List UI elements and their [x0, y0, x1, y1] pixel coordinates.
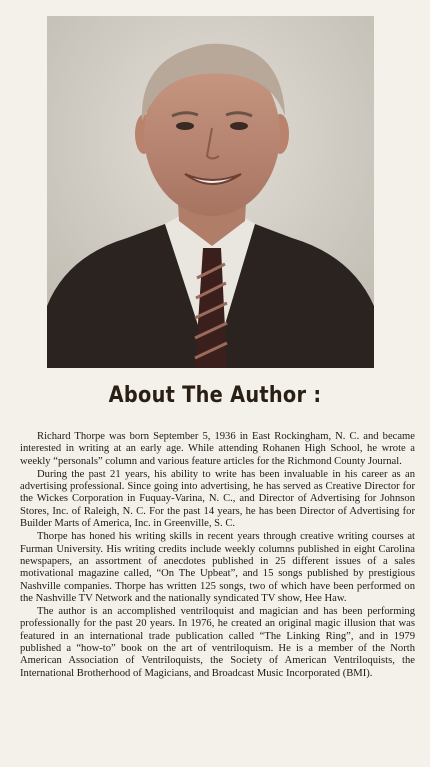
author-portrait — [47, 16, 374, 368]
bio-paragraph-3: Thorpe has honed his writing skills in recent years through creative writing courses at Furman University. His writing credits include weekly columns published in eight Carolina newspapers, an assortment of anecdotes published in 25 different issues of a sales motivational magazine called, “On The Upbeat”, and 15 songs published by prestigious Nashville companies. Thorpe has written 125 songs, two of which have been performed on the Nashville TV Network and the nationally syndicated TV show, Hee Haw. — [20, 531, 415, 604]
section-heading: About The Author : — [108, 383, 322, 408]
bio-paragraph-1: Richard Thorpe was born September 5, 1936 in East Rockingham, N. C. and became interested in writing at an early age. While attending Rohanen High School, he wrote a weekly “personals” column and various feature articles for the Richmond County Journal. — [20, 431, 415, 467]
bio-paragraph-4: The author is an accomplished ventriloquist and magician and has been performing professionally for the past 20 years. In 1976, he created an original magic illusion that was featured in an international trade publication called “The Linking Ring”, and in 1979 published a “how-to” book on the art of ventriloquism. He is a member of the North American Association of Ventriloquists, the Society of American Ventriloquists, the International Brotherhood of Magicians, and Broadcast Music Incorporated (BMI). — [20, 606, 415, 679]
author-biography — [20, 431, 415, 681]
bio-paragraph-2: During the past 21 years, his ability to write has been invaluable in his career as an advertising professional. Since going into advertising, he has served as Creative Director for the Wickes Corporation in Fuquay-Varina, N. C., and Director of Advertising for Johnson Stores, Inc. of Raleigh, N. C. For the past 14 years, he has been Director of Advertising for Builder Marts of America, Inc. in Greenville, S. C. — [20, 468, 415, 530]
